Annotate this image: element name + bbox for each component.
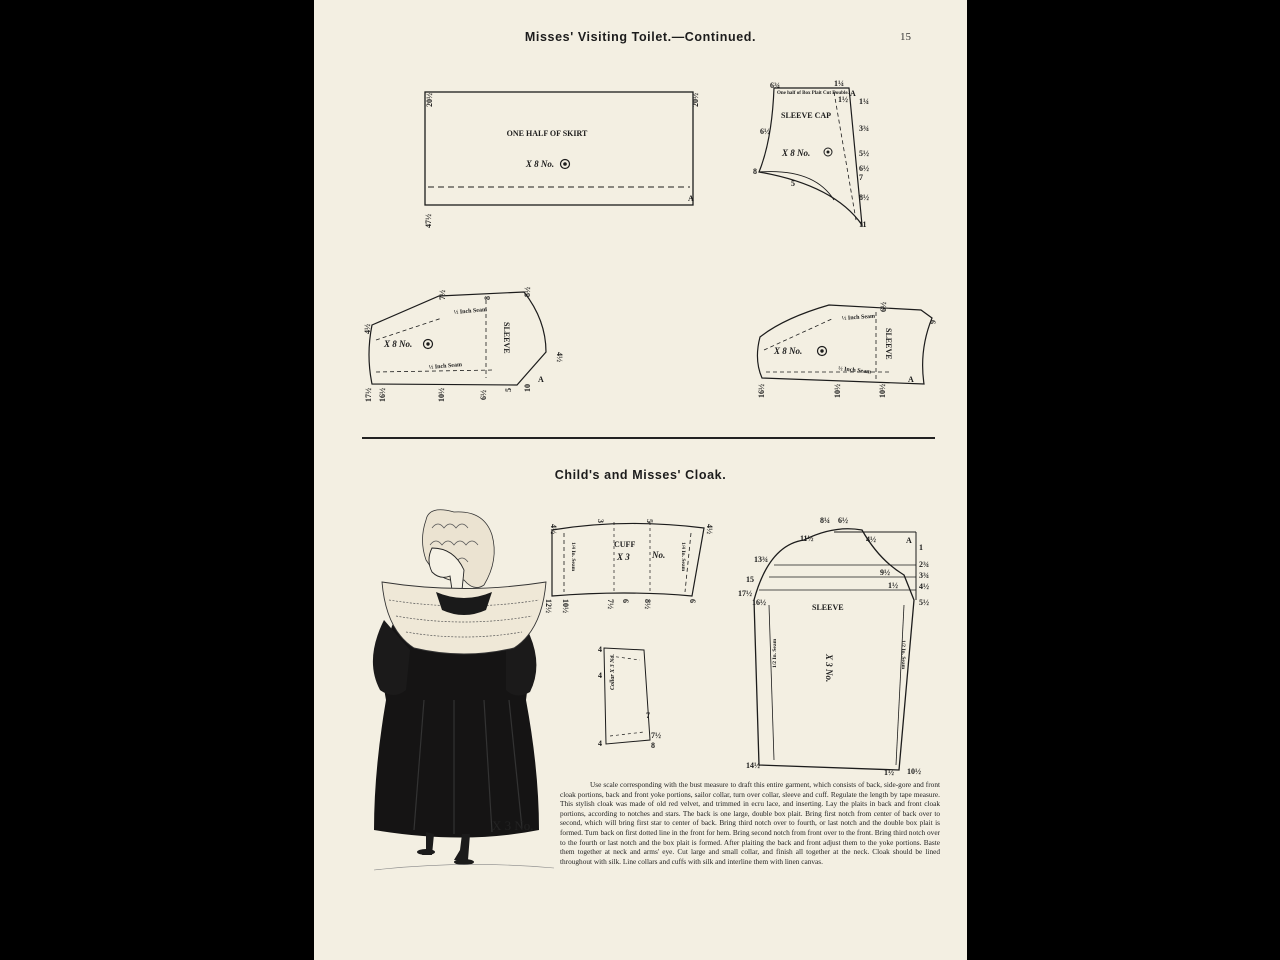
sleeve-cap-m0: 6¾ — [770, 81, 780, 90]
sleeve-left-pattern — [363, 287, 564, 402]
skirt-m-left-bottom: 47½ — [424, 214, 433, 228]
girl-cloak-illustration — [373, 510, 554, 870]
collar-pattern — [598, 645, 661, 750]
cuff-m0: 4½ — [549, 524, 558, 534]
cuff-m3: 4½ — [705, 524, 714, 534]
cuff-seam-left: 1/4 In. Seam — [570, 542, 576, 572]
collar-m1: 4 — [598, 671, 602, 680]
section-title: Child's and Misses' Cloak. — [554, 468, 727, 482]
sleeve-right-m2: 16½ — [757, 384, 766, 398]
skirt-label: ONE HALF OF SKIRT — [506, 129, 588, 138]
skirt-number: X 8 No. — [525, 159, 555, 169]
sleeve-left-seam-top: ½ Inch Seam — [453, 307, 488, 316]
sleeve-cap-label: SLEEVE CAP — [781, 111, 832, 120]
catalog-page — [314, 0, 967, 960]
sleeve-right-m1: 6 — [928, 320, 937, 324]
cloak-sleeve-m7: 3¾ — [919, 571, 929, 580]
cuff-m6: 7½ — [606, 599, 615, 609]
sleeve-left-m8: 6½ — [479, 390, 488, 400]
cloak-sleeve-m8: 15 — [746, 575, 754, 584]
cuff-pattern — [544, 519, 714, 613]
sleeve-cap-m5: 3¾ — [859, 124, 869, 133]
sleeve-cap-m6: 5½ — [859, 149, 869, 158]
sleeve-left-label: SLEEVE — [502, 322, 511, 354]
sleeve-left-m3: 8½ — [523, 287, 532, 297]
cloak-sleeve-m15: 10½ — [907, 767, 921, 776]
cuff-m5: 10½ — [561, 599, 570, 613]
cloak-sleeve-m10: 17½ — [738, 589, 752, 598]
collar-m3: 7 — [646, 711, 650, 720]
cloak-sleeve-m5: 13¾ — [754, 555, 768, 564]
cloak-sleeve-m1: 6½ — [838, 516, 848, 525]
collar-m2: 4 — [598, 739, 602, 748]
sleeve-cap-m4: 6½ — [760, 127, 770, 136]
page-header-title: Misses' Visiting Toilet.—Continued. — [524, 30, 757, 44]
cloak-sleeve-m0: 8¼ — [820, 516, 830, 525]
skirt-pattern — [424, 92, 700, 228]
cuff-m4: 12½ — [544, 599, 553, 613]
cloak-sleeve-m3: 4½ — [866, 535, 876, 544]
collar-m4: 7½ — [651, 731, 661, 740]
cloak-sleeve-m2: 11½ — [800, 534, 814, 543]
sleeve-cap-m1: 1¼ — [834, 79, 844, 88]
section-divider — [362, 437, 935, 439]
cloak-sleeve-m12: 5½ — [919, 598, 929, 607]
cuff-m2: 5 — [645, 519, 654, 523]
sleeve-left-m5: 17½ — [364, 388, 373, 402]
cuff-label: CUFF — [614, 540, 636, 549]
cloak-sleeve-number: X 3 No. — [824, 654, 834, 683]
cloak-sleeve-m4: 1 — [919, 543, 923, 552]
sleeve-cap-m3: 1¼ — [859, 97, 869, 106]
page-number: 15 — [900, 31, 911, 43]
sleeve-cap-m9: 8 — [753, 167, 757, 176]
sleeve-right-seam-top: ½ Inch Seam — [841, 313, 876, 322]
cloak-sleeve-pattern — [738, 516, 929, 777]
cloak-sleeve-m16: 9½ — [880, 568, 890, 577]
sleeve-right-label: SLEEVE — [884, 328, 893, 360]
illustration-caption: X 3 No. — [492, 818, 534, 833]
sleeve-left-m11: A — [538, 375, 544, 384]
sleeve-left-m2: 8 — [483, 296, 492, 300]
cloak-sleeve-seam-left: 1/2 In. Seam — [772, 638, 778, 668]
sleeve-left-seam-bottom: ½ Inch Seam — [428, 362, 463, 371]
cuff-number2: No. — [652, 550, 666, 560]
sleeve-right-pattern — [757, 302, 937, 398]
cloak-sleeve-m13: 14½ — [746, 761, 760, 770]
sleeve-cap-m10: 5 — [791, 179, 795, 188]
cuff-m8: 8½ — [643, 599, 652, 609]
sleeve-left-m6: 16½ — [378, 388, 387, 402]
sleeve-cap-corner-a: A — [850, 89, 856, 98]
sleeve-left-m9: 5 — [504, 388, 513, 392]
sleeve-left-m7: 10½ — [437, 388, 446, 402]
collar-m0: 4 — [598, 645, 602, 654]
sleeve-right-number: X 8 No. — [774, 346, 803, 356]
cloak-sleeve-corner-a: A — [906, 536, 912, 545]
cloak-sleeve-m11: 16½ — [752, 598, 766, 607]
sleeve-right-m3: 10½ — [833, 384, 842, 398]
cloak-sleeve-label: SLEEVE — [812, 603, 844, 612]
sleeve-cap-number: X 8 No. — [782, 148, 811, 158]
cloak-sleeve-seam-right: 1/2 In. Seam — [900, 640, 906, 670]
sleeve-cap-m8: 7 — [859, 173, 863, 182]
sleeve-cap-pattern — [753, 79, 869, 229]
cuff-seam-right: 1/4 In. Seam — [680, 542, 686, 572]
sleeve-right-m5: A — [908, 375, 914, 384]
collar-label: Collar X 3 No. — [610, 653, 616, 690]
sleeve-right-seam-bottom: ½ Inch Seam — [837, 366, 872, 376]
sleeve-cap-m12: 11 — [859, 220, 867, 229]
skirt-m-left-top: 20½ — [425, 93, 434, 107]
skirt-m-right-top: 20½ — [691, 93, 700, 107]
sleeve-cap-m11: 8½ — [859, 193, 869, 202]
cloak-sleeve-m17: 1½ — [888, 581, 898, 590]
sleeve-left-m10: 10 — [523, 384, 532, 392]
sleeve-right-m0: 6½ — [879, 302, 888, 312]
cloak-sleeve-m9: 4½ — [919, 582, 929, 591]
sleeve-left-m1: 7½ — [438, 290, 447, 300]
sleeve-cap-m7: 6½ — [859, 164, 869, 173]
cuff-m7: 6 — [621, 599, 630, 603]
cloak-sleeve-m6: 2¾ — [919, 560, 929, 569]
cuff-m9: 6 — [688, 599, 697, 603]
cuff-m1: 3 — [596, 519, 605, 523]
skirt-corner-a: A — [688, 194, 694, 203]
collar-m5: 8 — [651, 741, 655, 750]
sleeve-left-m4: 4½ — [555, 352, 564, 362]
cuff-number: X 3 — [617, 552, 630, 562]
sleeve-left-m0: 4½ — [363, 324, 372, 334]
sleeve-right-m4: 10½ — [878, 384, 887, 398]
instructions-text: Use scale corresponding with the bust measure to draft this entire garment, which consists of back, side-gore and front cloak portions, back and front yoke portions, sailor collar, turn over collar, sleeve and cuff. Regulate the length by tape measure. This stylish cloak was made of old red velvet, and trimmed in ecru lace, and inserting. Lay the plaits in back and front cloak portions, according to notches and stars. The back is one large, double box plait. Bring first notch from center of back over to second, which will bring first star to center of back. Bring third notch over to fourth, or last notch and the double box plait is formed. Turn back on first dotted line in the front for hem. Bring second notch from front over to the front. Bring third notch over to the fourth or last notch and the box plait is formed. After plaiting the back and front adjust them to the yoke portions. Baste them together at neck and arms' eye. Cut large and small collar, and finish all together at the neck. Cloak should be lined throughout with silk. Line collars and cuffs with silk and interline them with linen canvas. — [560, 780, 940, 866]
sleeve-cap-note: One half of Box Plait Cut Double. — [777, 91, 849, 96]
cloak-sleeve-m14: 1½ — [884, 768, 894, 777]
sleeve-cap-m2: 1½ — [838, 95, 848, 104]
sleeve-left-number: X 8 No. — [384, 339, 413, 349]
